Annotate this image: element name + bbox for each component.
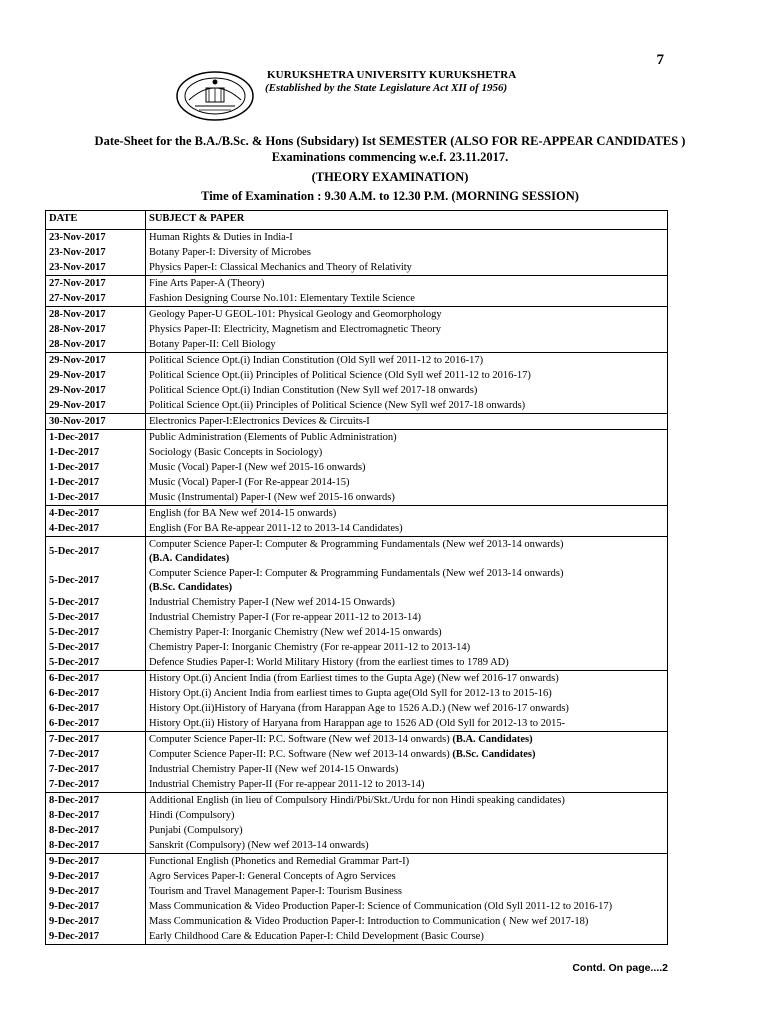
subject-text: Computer Science Paper-I: Computer & Programming Fundamentals (New wef 2013-14 onwards) <box>149 568 564 579</box>
table-body <box>46 230 668 945</box>
exam-date-cell: 4-Dec-2017 <box>46 521 146 537</box>
exam-date-cell: 8-Dec-2017 <box>46 823 146 838</box>
subject-paper-cell <box>146 430 668 446</box>
subject-paper-cell <box>146 854 668 870</box>
table-row <box>46 838 668 854</box>
exam-date-cell: 6-Dec-2017 <box>46 716 146 732</box>
table-row <box>46 383 668 398</box>
subject-paper-cell <box>146 884 668 899</box>
table-row <box>46 445 668 460</box>
exam-date-cell: 6-Dec-2017 <box>46 671 146 687</box>
candidate-type-label: (B.A. Candidates) <box>149 553 230 564</box>
exam-date-cell: 1-Dec-2017 <box>46 490 146 506</box>
exam-date-cell: 8-Dec-2017 <box>46 793 146 809</box>
table-row <box>46 460 668 475</box>
table-row <box>46 929 668 945</box>
table-row <box>46 671 668 687</box>
subject-paper-cell <box>146 671 668 687</box>
table-row <box>46 732 668 748</box>
subject-text: Industrial Chemistry Paper-II (For re-appear 2011-12 to 2013-14) <box>149 779 425 790</box>
table-row <box>46 625 668 640</box>
table-row <box>46 475 668 490</box>
exam-date-cell: 7-Dec-2017 <box>46 747 146 762</box>
subject-paper-cell <box>146 445 668 460</box>
exam-time-heading: Time of Examination : 9.30 A.M. to 12.30 P.M. (MORNING SESSION) <box>201 189 579 203</box>
subject-text: Mass Communication & Video Production Paper-I: Science of Communication (Old Syll 2011-12 to 2016-17) <box>149 901 613 912</box>
subject-paper-cell <box>146 322 668 337</box>
table-row <box>46 337 668 353</box>
exam-date-cell: 9-Dec-2017 <box>46 854 146 870</box>
exam-date-cell: 1-Dec-2017 <box>46 460 146 475</box>
page-number: 7 <box>656 52 664 68</box>
exam-date-cell: 28-Nov-2017 <box>46 337 146 353</box>
subject-paper-cell <box>146 610 668 625</box>
table-row <box>46 793 668 809</box>
subject-text: Human Rights & Duties in India-I <box>149 232 293 243</box>
subject-paper-cell <box>146 337 668 353</box>
subject-text: Music (Vocal) Paper-I (New wef 2015-16 onwards) <box>149 462 366 473</box>
exam-date-cell: 28-Nov-2017 <box>46 307 146 323</box>
candidate-type-label: (B.A. Candidates) <box>452 734 533 745</box>
subject-text: Hindi (Compulsory) <box>149 810 235 821</box>
subject-text: Tourism and Travel Management Paper-I: Tourism Business <box>149 886 403 897</box>
subject-text: Chemistry Paper-I: Inorganic Chemistry (For re-appear 2011-12 to 2013-14) <box>149 642 471 653</box>
subject-text: Computer Science Paper-II: P.C. Software (New wef 2013-14 onwards) <box>149 749 450 760</box>
table-row <box>46 291 668 307</box>
table-row <box>46 686 668 701</box>
exam-date-cell: 30-Nov-2017 <box>46 414 146 430</box>
table-row <box>46 490 668 506</box>
exam-date-cell: 9-Dec-2017 <box>46 884 146 899</box>
subject-text: Fashion Designing Course No.101: Elementary Textile Science <box>149 293 415 304</box>
subject-paper-cell <box>146 686 668 701</box>
subject-paper-cell <box>146 838 668 854</box>
table-row <box>46 506 668 522</box>
exam-date-cell: 29-Nov-2017 <box>46 398 146 414</box>
subject-text: Industrial Chemistry Paper-I (For re-appear 2011-12 to 2013-14) <box>149 612 422 623</box>
subject-text: History Opt.(i) Ancient India from earliest times to Gupta age(Old Syll for 2012-13 to 2015-16) <box>149 688 552 699</box>
table-row <box>46 595 668 610</box>
exam-date-cell: 23-Nov-2017 <box>46 230 146 246</box>
table-row <box>46 914 668 929</box>
subject-paper-cell <box>146 307 668 323</box>
table-row <box>46 353 668 369</box>
exam-date-cell: 29-Nov-2017 <box>46 383 146 398</box>
exam-date-cell: 27-Nov-2017 <box>46 276 146 292</box>
table-row <box>46 566 668 595</box>
subject-text: Public Administration (Elements of Public Administration) <box>149 432 397 443</box>
subject-text: Political Science Opt.(i) Indian Constitution (New Syll wef 2017-18 onwards) <box>149 385 478 396</box>
exam-date-cell: 7-Dec-2017 <box>46 762 146 777</box>
exam-date-cell: 9-Dec-2017 <box>46 929 146 945</box>
subject-paper-cell <box>146 383 668 398</box>
subject-paper-cell <box>146 595 668 610</box>
table-header-row <box>46 211 668 230</box>
exam-date-cell: 23-Nov-2017 <box>46 245 146 260</box>
exam-date-cell: 7-Dec-2017 <box>46 777 146 793</box>
subject-paper-cell <box>146 701 668 716</box>
subject-paper-cell <box>146 460 668 475</box>
exam-date-cell: 29-Nov-2017 <box>46 353 146 369</box>
table-row <box>46 655 668 671</box>
subject-paper-cell <box>146 230 668 246</box>
subject-text: Geology Paper-U GEOL-101: Physical Geology and Geomorphology <box>149 309 442 320</box>
exam-date-cell: 1-Dec-2017 <box>46 430 146 446</box>
subject-paper-cell <box>146 537 668 567</box>
subject-text: History Opt.(ii)History of Haryana (from Harappan Age to 1526 A.D.) (New wef 2016-17 onwards) <box>149 703 569 714</box>
subject-paper-cell <box>146 566 668 595</box>
exam-date-cell: 9-Dec-2017 <box>46 869 146 884</box>
exam-date-cell: 5-Dec-2017 <box>46 537 146 567</box>
subject-paper-cell <box>146 506 668 522</box>
subject-paper-cell <box>146 276 668 292</box>
exam-date-cell: 28-Nov-2017 <box>46 322 146 337</box>
subject-text: Physics Paper-II: Electricity, Magnetism and Electromagnetic Theory <box>149 324 441 335</box>
subject-paper-cell <box>146 747 668 762</box>
exam-date-cell: 1-Dec-2017 <box>46 445 146 460</box>
subject-paper-cell <box>146 414 668 430</box>
exam-date-cell: 7-Dec-2017 <box>46 732 146 748</box>
subject-paper-cell <box>146 732 668 748</box>
table-row <box>46 701 668 716</box>
subject-text: Computer Science Paper-I: Computer & Programming Fundamentals (New wef 2013-14 onwards) <box>149 539 564 550</box>
subject-text: English (For BA Re-appear 2011-12 to 2013-14 Candidates) <box>149 523 403 534</box>
date-column-header: DATE <box>46 211 146 230</box>
table-row <box>46 899 668 914</box>
subject-paper-cell <box>146 625 668 640</box>
subject-text: Additional English (in lieu of Compulsory Hindi/Pbi/Skt./Urdu for non Hindi speaking candidates) <box>149 795 565 806</box>
subject-text: Botany Paper-II: Cell Biology <box>149 339 276 350</box>
exam-date-cell: 8-Dec-2017 <box>46 838 146 854</box>
exam-date-cell: 5-Dec-2017 <box>46 625 146 640</box>
date-sheet-title: Date-Sheet for the B.A./B.Sc. & Hons (Subsidary) Ist SEMESTER (ALSO FOR RE-APPEAR CANDIDATES ) Examinations commencing w.e.f. 23.11.2017. <box>94 134 686 164</box>
subject-paper-cell <box>146 869 668 884</box>
subject-paper-cell <box>146 777 668 793</box>
table-row <box>46 823 668 838</box>
subject-paper-cell <box>146 823 668 838</box>
table-row <box>46 398 668 414</box>
exam-date-cell: 29-Nov-2017 <box>46 368 146 383</box>
subject-text: Electronics Paper-I:Electronics Devices & Circuits-I <box>149 416 370 427</box>
subject-text: Agro Services Paper-I: General Concepts of Agro Services <box>149 871 396 882</box>
exam-date-cell: 5-Dec-2017 <box>46 566 146 595</box>
table-row <box>46 276 668 292</box>
exam-date-cell: 5-Dec-2017 <box>46 640 146 655</box>
university-established: (Established by the State Legislature Act XII of 1956) <box>265 82 508 94</box>
candidate-type-label: (B.Sc. Candidates) <box>452 749 536 760</box>
table-row <box>46 414 668 430</box>
exam-date-cell: 9-Dec-2017 <box>46 914 146 929</box>
exam-date-cell: 5-Dec-2017 <box>46 655 146 671</box>
exam-date-cell: 27-Nov-2017 <box>46 291 146 307</box>
table-row <box>46 521 668 537</box>
subject-paper-cell <box>146 808 668 823</box>
subject-text: Industrial Chemistry Paper-I (New wef 2014-15 Onwards) <box>149 597 395 608</box>
table-row <box>46 322 668 337</box>
exam-date-cell: 23-Nov-2017 <box>46 260 146 276</box>
subject-column-header: SUBJECT & PAPER <box>146 211 668 230</box>
subject-text: History Opt.(ii) History of Haryana from Harappan age to 1526 AD (Old Syll for 2012-13 to 2015- <box>149 718 566 729</box>
table-row <box>46 808 668 823</box>
university-name: KURUKSHETRA UNIVERSITY KURUKSHETRA <box>267 69 517 81</box>
subject-paper-cell <box>146 475 668 490</box>
table-row <box>46 245 668 260</box>
exam-type-heading: (THEORY EXAMINATION) <box>311 170 469 184</box>
exam-date-cell: 8-Dec-2017 <box>46 808 146 823</box>
table-row <box>46 640 668 655</box>
table-row <box>46 854 668 870</box>
subject-text: Music (Instrumental) Paper-I (New wef 2015-16 onwards) <box>149 492 395 503</box>
subject-text: Industrial Chemistry Paper-II (New wef 2014-15 Onwards) <box>149 764 399 775</box>
subject-text: Sociology (Basic Concepts in Sociology) <box>149 447 323 458</box>
subject-text: Mass Communication & Video Production Paper-I: Introduction to Communication ( New wef 2017-18) <box>149 916 589 927</box>
exam-date-cell: 6-Dec-2017 <box>46 701 146 716</box>
subject-text: Sanskrit (Compulsory) (New wef 2013-14 onwards) <box>149 840 369 851</box>
subject-paper-cell <box>146 762 668 777</box>
subject-text: Punjabi (Compulsory) <box>149 825 243 836</box>
subject-text: Political Science Opt.(i) Indian Constitution (Old Syll wef 2011-12 to 2016-17) <box>149 355 484 366</box>
university-logo-icon <box>175 70 255 122</box>
subject-paper-cell <box>146 260 668 276</box>
table-row <box>46 747 668 762</box>
subject-paper-cell <box>146 655 668 671</box>
table-row <box>46 610 668 625</box>
exam-date-cell: 5-Dec-2017 <box>46 610 146 625</box>
subject-paper-cell <box>146 291 668 307</box>
subject-text: Computer Science Paper-II: P.C. Software (New wef 2013-14 onwards) <box>149 734 450 745</box>
subject-paper-cell <box>146 521 668 537</box>
subject-text: Political Science Opt.(ii) Principles of Political Science (New Syll wef 2017-18 onwards) <box>149 400 526 411</box>
subject-text: English (for BA New wef 2014-15 onwards) <box>149 508 337 519</box>
subject-text: Political Science Opt.(ii) Principles of Political Science (Old Syll wef 2011-12 to 2016-17) <box>149 370 531 381</box>
table-row <box>46 368 668 383</box>
subject-text: Chemistry Paper-I: Inorganic Chemistry (New wef 2014-15 onwards) <box>149 627 442 638</box>
table-row <box>46 762 668 777</box>
subject-paper-cell <box>146 398 668 414</box>
subject-paper-cell <box>146 793 668 809</box>
table-row <box>46 537 668 567</box>
exam-date-cell: 6-Dec-2017 <box>46 686 146 701</box>
exam-date-cell: 9-Dec-2017 <box>46 899 146 914</box>
subject-paper-cell <box>146 353 668 369</box>
table-row <box>46 260 668 276</box>
table-row <box>46 230 668 246</box>
subject-text: Defence Studies Paper-I: World Military History (from the earliest times to 1789 AD) <box>149 657 509 668</box>
exam-date-cell: 1-Dec-2017 <box>46 475 146 490</box>
subject-paper-cell <box>146 929 668 945</box>
exam-date-cell: 5-Dec-2017 <box>46 595 146 610</box>
subject-text: Fine Arts Paper-A (Theory) <box>149 278 265 289</box>
table-row <box>46 307 668 323</box>
continued-note: Contd. On page....2 <box>572 962 668 974</box>
table-row <box>46 777 668 793</box>
candidate-type-label: (B.Sc. Candidates) <box>149 582 233 593</box>
subject-text: Music (Vocal) Paper-I (For Re-appear 2014-15) <box>149 477 350 488</box>
table-row <box>46 716 668 732</box>
subject-text: Botany Paper-I: Diversity of Microbes <box>149 247 311 258</box>
subject-paper-cell <box>146 368 668 383</box>
subject-paper-cell <box>146 490 668 506</box>
subject-paper-cell <box>146 914 668 929</box>
table-row <box>46 884 668 899</box>
table-row <box>46 430 668 446</box>
table-row <box>46 869 668 884</box>
subject-paper-cell <box>146 716 668 732</box>
subject-paper-cell <box>146 899 668 914</box>
subject-text: History Opt.(i) Ancient India (from Earliest times to the Gupta Age) (New wef 2016-17 onwards) <box>149 673 559 684</box>
subject-text: Functional English (Phonetics and Remedial Grammar Part-I) <box>149 856 410 867</box>
exam-date-cell: 4-Dec-2017 <box>46 506 146 522</box>
date-sheet-table <box>45 210 668 945</box>
subject-text: Physics Paper-I: Classical Mechanics and Theory of Relativity <box>149 262 412 273</box>
subject-paper-cell <box>146 640 668 655</box>
subject-text: Early Childhood Care & Education Paper-I: Child Development (Basic Course) <box>149 931 484 942</box>
subject-paper-cell <box>146 245 668 260</box>
